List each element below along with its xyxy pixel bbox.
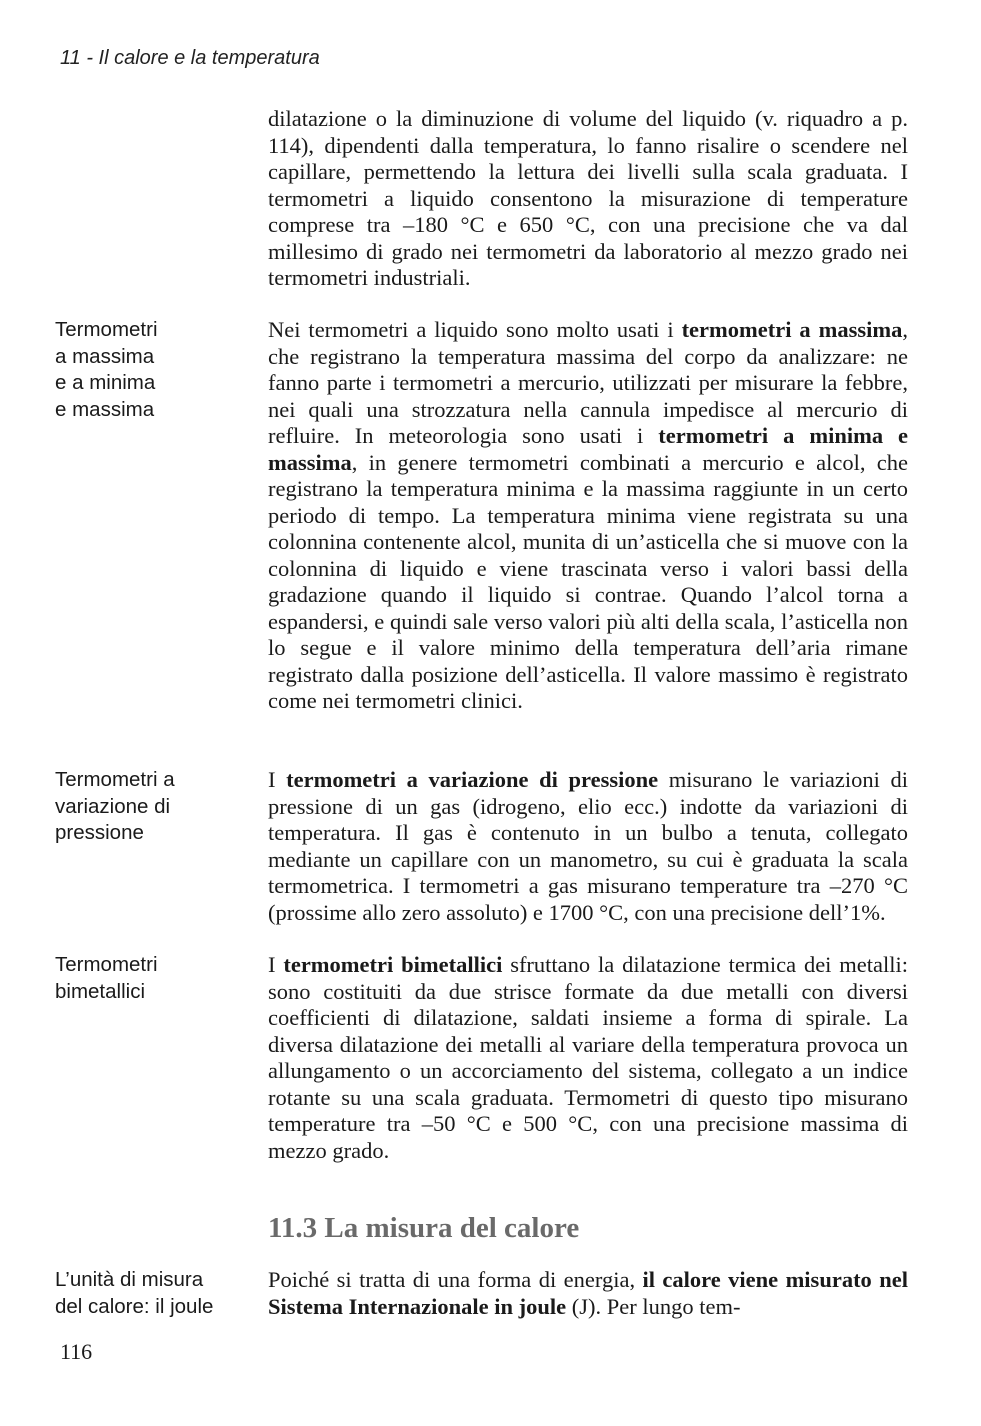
- term-termometri-variazione-pressione: termometri a variazione di pressione: [286, 767, 659, 792]
- sidenote-bimetallici: Termometri bimetallici: [55, 953, 158, 1003]
- sidenote-massima: Termometri a massima e a minima e massima: [55, 318, 158, 421]
- section-heading: 11.3 La misura del calore: [268, 1212, 580, 1244]
- sidenote-joule: L’unità di misura del calore: il joule: [55, 1268, 214, 1318]
- running-head: 11 - Il calore e la temperatura: [60, 47, 320, 69]
- page-number: 116: [60, 1339, 93, 1364]
- term-termometri-bimetallici: termometri bimetallici: [283, 952, 503, 977]
- paragraph-heat-unit: Poiché si tratta di una forma di energia, il calore viene misurato nel Sistema Internazionale in joule (J). Per lungo tem-: [268, 1267, 908, 1319]
- term-termometri-minima-massima: termometri a minima e massima: [268, 423, 909, 475]
- sidenote-pressione: Termometri a variazione di pressione: [55, 768, 175, 844]
- paragraph-bimetallic-thermometers: I termometri bimetallici sfruttano la dilatazione termica dei metalli: sono costituiti da due strisce formate da due metalli con diversi coefficienti di dilatazione, saldati insieme a forma di spirale. La diversa dilatazione dei metalli al variare della temperatura provoca un allungamento o un accorciamento del sistema, collegato a un indice rotante su una scala graduata. Termometri di questo tipo misurano temperature tra –50 °C e 500 °C, con una precisione massima di mezzo grado.: [268, 952, 908, 1163]
- paragraph-liquid-thermometers: dilatazione o la diminuzione di volume del liquido (v. riquadro a p. 114), dipendenti dalla temperatura, lo fanno risalire o scendere nel capillare, permettendo la lettura dei livelli sulla scala graduata. I termometri a liquido consentono la misurazione di temperature comprese tra –180 °C e 650 °C, con una precisione che va dal millesimo di grado nei termometri da laboratorio al mezzo grado nei termometri industriali.: [268, 106, 908, 290]
- paragraph-pressure-thermometers: I termometri a variazione di pressione misurano le variazioni di pressione di un gas (idrogeno, elio ecc.) indotte da variazioni di temperatura. Il gas è contenuto in un bulbo a tenuta, collegato mediante un capillare con un manometro, su cui è graduata la scala termometrica. I termometri a gas misurano temperature tra –270 °C (prossime allo zero assoluto) e 1700 °C, con una precisione dell’1%.: [268, 767, 908, 925]
- term-termometri-a-massima: termometri a massima: [681, 317, 903, 342]
- paragraph-max-min-thermometers: Nei termometri a liquido sono molto usati i termometri a massima, che registrano la temperatura massima del corpo da analizzare: ne fanno parte i termometri a mercurio, utilizzati per misurare la febbre, nei quali una strozzatura nella cannula impedisce al mercurio di refluire. In meteorologia sono usati i termometri a minima e massima, in genere termometri combinati a mercurio e alcol, che registrano la temperatura minima e la massima raggiunte in un certo periodo di tempo. La temperatura minima viene registrata su una colonnina contenente alcol, munita di un’asticella che si muove con la colonnina di liquido e viene trascinata verso i valori bassi della gradazione quando il liquido si contrae. Quando l’alcol torna a espandersi, e quindi sale verso valori più alti della scala, l’asticella non lo segue e il valore minimo della temperatura dell’aria rimane registrato dalla posizione dell’asticella. Il valore massimo è registrato come nei termometri clinici.: [268, 317, 909, 713]
- term-joule: il calore viene misurato nel Sistema Internazionale in joule: [268, 1267, 908, 1319]
